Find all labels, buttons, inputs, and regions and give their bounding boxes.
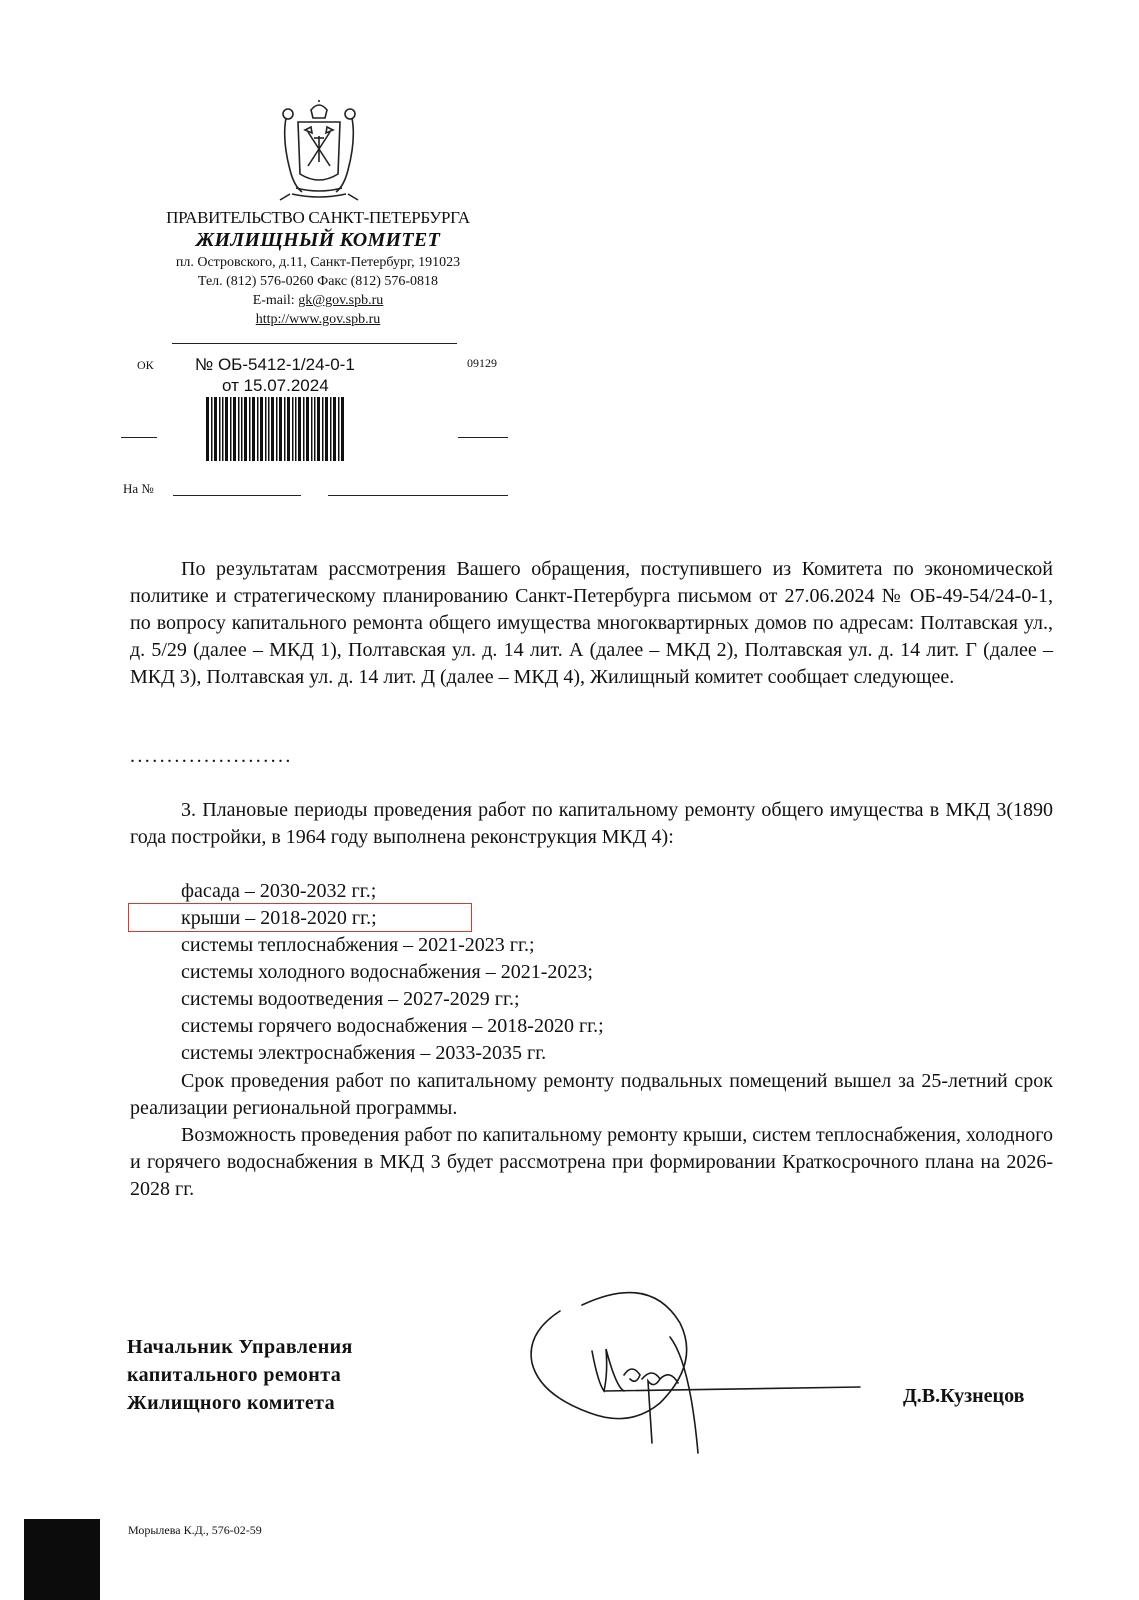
signer-name: Д.В.Кузнецов: [903, 1385, 1025, 1407]
list-item: системы электроснабжения – 2033-2035 гг.: [181, 1042, 547, 1064]
letterhead: [128, 208, 508, 329]
intro-paragraph: По результатам рассмотрения Вашего обращения, поступившего из Комитета по экономической политике и стратегическому планированию Санкт-Петербурга письмом от 27.06.2024 № ОБ-49-54/24-0-1, по вопросу капитального ремонта общего имущества многоквартирных домов по адресам: Полтавская ул., д. 5/29 (далее – МКД 1), Полтавская ул. д. 14 лит. А (далее – МКД 2), Полтавская ул. д. 14 лит. Г (далее – МКД 3), Полтавская ул. д. 14 лит. Д (далее – МКД 4), Жилищный комитет сообщает следующее.: [130, 558, 1053, 688]
registration-number: № ОБ-5412-1/24-0-1: [195, 355, 355, 374]
signer-title: [127, 1333, 353, 1417]
registration-date: от 15.07.2024: [222, 376, 329, 395]
email-line: [128, 291, 508, 310]
address-line: пл. Островского, д.11, Санкт-Петербург, 191023: [175, 255, 461, 270]
stamp-left-fragment: ОК: [137, 358, 154, 372]
redaction-block: [24, 1519, 100, 1600]
stamp-dash-right: [458, 437, 508, 438]
reference-label: На №: [123, 481, 154, 496]
email-link[interactable]: gk@gov.spb.ru: [298, 293, 384, 308]
signer-title-line: Жилищного комитета: [127, 1392, 336, 1414]
basement-paragraph: Срок проведения работ по капитальному ремонту подвальных помещений вышел за 25-летний срок реализации региональной программы.: [130, 1070, 1053, 1119]
website-line: [128, 310, 508, 329]
email-label: E-mail:: [252, 293, 299, 308]
list-item: системы холодного водоснабжения – 2021-2023;: [181, 961, 593, 983]
list-item: системы теплоснабжения – 2021-2023 гг.;: [181, 934, 535, 956]
handwritten-signature: [520, 1283, 870, 1463]
reference-line-2: [328, 495, 508, 496]
possibility-paragraph: Возможность проведения работ по капитальному ремонту крыши, систем теплоснабжения, холодного и горячего водоснабжения в МКД 3 будет рассмотрена при формировании Краткосрочного плана на 2026-2028 гг.: [130, 1124, 1053, 1200]
barcode: [206, 397, 344, 461]
list-item: крыши – 2018-2020 гг.;: [181, 907, 377, 929]
stamp-right-fragment: 09129: [467, 356, 497, 370]
website-link[interactable]: http://www.gov.spb.ru: [255, 312, 381, 327]
list-item: системы горячего водоснабжения – 2018-2020 гг.;: [181, 1015, 604, 1037]
stamp-dash-left: [121, 437, 157, 438]
signer-title-line: Начальник Управления: [127, 1336, 353, 1358]
signer-title-line: капитального ремонта: [127, 1364, 342, 1386]
item-3-paragraph: 3. Плановые периоды проведения работ по капитальному ремонту общего имущества в МКД 3(1890 года постройки, в 1964 году выполнена реконструкция МКД 4):: [130, 799, 1053, 848]
coat-of-arms-emblem: [278, 100, 360, 206]
reference-line-1: [173, 495, 301, 496]
committee-name: ЖИЛИЩНЫЙ КОМИТЕТ: [195, 229, 441, 251]
roof-period-highlight-box: [128, 903, 472, 932]
executor-line: Морылева К.Д., 576-02-59: [128, 1523, 262, 1537]
list-item: системы водоотведения – 2027-2029 гг.;: [181, 988, 520, 1010]
phone-fax-line: Тел. (812) 576-0260 Факс (812) 576-0818: [197, 274, 439, 289]
stamp-top-line: [172, 343, 457, 349]
omission-dots: ......................: [130, 745, 293, 767]
government-name: ПРАВИТЕЛЬСТВО САНКТ-ПЕТЕРБУРГА: [166, 208, 470, 227]
list-item: фасада – 2030-2032 гг.;: [181, 880, 377, 902]
